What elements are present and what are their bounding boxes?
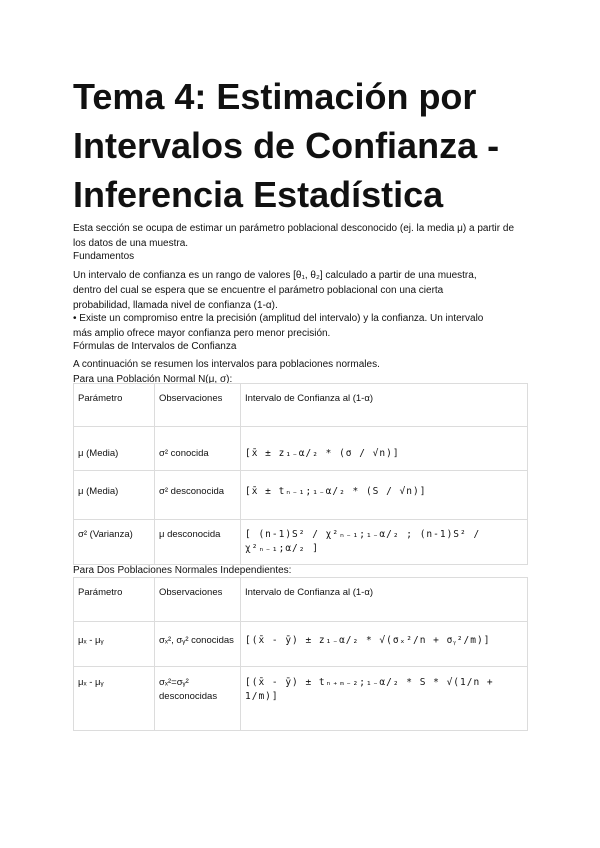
cell-parametro: μ (Media) bbox=[78, 448, 119, 459]
header-parametro: Parámetro bbox=[78, 587, 123, 598]
cell-formula: [(x̄ - ȳ) ± z₁₋α/₂ * √(σₓ²/n + σᵧ²/m)] bbox=[245, 635, 491, 646]
two-populations-table bbox=[73, 577, 528, 731]
formulas-heading: Fórmulas de Intervalos de Confianza bbox=[73, 341, 237, 352]
definition-line-1: Un intervalo de confianza es un rango de valores [θ₁, θ₂] calculado a partir de una muestra, bbox=[73, 270, 477, 281]
normal-population-heading: Para una Población Normal N(μ, σ): bbox=[73, 374, 233, 385]
cell-formula: [(x̄ - ȳ) ± tₙ₊ₘ₋₂;₁₋α/₂ * S * √(1/n + 1/m)] bbox=[245, 677, 494, 702]
page-title: Tema 4: Estimación por Intervalos de Confianza - Inferencia Estadística bbox=[73, 76, 500, 215]
table-row bbox=[74, 427, 528, 471]
cell-parametro: μ (Media) bbox=[78, 486, 119, 497]
formulas-summary: A continuación se resumen los intervalos para poblaciones normales. bbox=[73, 359, 380, 370]
cell-observaciones: σₓ², σᵧ² conocidas bbox=[159, 635, 234, 646]
single-population-table bbox=[73, 383, 528, 565]
header-intervalo: Intervalo de Confianza al (1-α) bbox=[245, 393, 373, 404]
bullet-line-2: más amplio ofrece mayor confianza pero menor precisión. bbox=[73, 328, 331, 339]
intro-paragraph: Esta sección se ocupa de estimar un parámetro poblacional desconocido (ej. la media μ) a partir de los datos de una muestra. bbox=[73, 223, 515, 249]
cell-formula: [x̄ ± tₙ₋₁;₁₋α/₂ * (S / √n)] bbox=[245, 486, 427, 497]
cell-parametro: μₓ - μᵧ bbox=[78, 677, 104, 688]
definition-line-2: dentro del cual se espera que se encuentre el parámetro poblacional con una cierta bbox=[73, 285, 444, 296]
table-header-row bbox=[74, 384, 528, 427]
header-observaciones: Observaciones bbox=[159, 393, 223, 404]
table-header-row bbox=[74, 578, 528, 622]
cell-observaciones: σₓ²=σᵧ² desconocidas bbox=[159, 677, 218, 702]
cell-observaciones: μ desconocida bbox=[159, 529, 221, 540]
header-parametro: Parámetro bbox=[78, 393, 123, 404]
two-populations-heading: Para Dos Poblaciones Normales Independientes: bbox=[73, 565, 292, 576]
bullet-line-1: • Existe un compromiso entre la precisión (amplitud del intervalo) y la confianza. Un intervalo bbox=[73, 313, 484, 324]
table-row bbox=[74, 471, 528, 520]
header-intervalo: Intervalo de Confianza al (1-α) bbox=[245, 587, 373, 598]
cell-formula: [ (n-1)S² / χ²ₙ₋₁;₁₋α/₂ ; (n-1)S² / χ²ₙ₋₁;α/₂ ] bbox=[245, 529, 481, 554]
cell-observaciones: σ² conocida bbox=[159, 448, 209, 459]
cell-parametro: σ² (Varianza) bbox=[78, 529, 133, 540]
table-row bbox=[74, 520, 528, 565]
table-row bbox=[74, 622, 528, 667]
cell-observaciones: σ² desconocida bbox=[159, 486, 225, 497]
definition-line-3: probabilidad, llamada nivel de confianza (1-α). bbox=[73, 300, 278, 311]
header-observaciones: Observaciones bbox=[159, 587, 223, 598]
table-row bbox=[74, 667, 528, 731]
cell-formula: [x̄ ± z₁₋α/₂ * (σ / √n)] bbox=[245, 448, 400, 459]
fundamentos-heading: Fundamentos bbox=[73, 251, 135, 262]
cell-parametro: μₓ - μᵧ bbox=[78, 635, 104, 646]
